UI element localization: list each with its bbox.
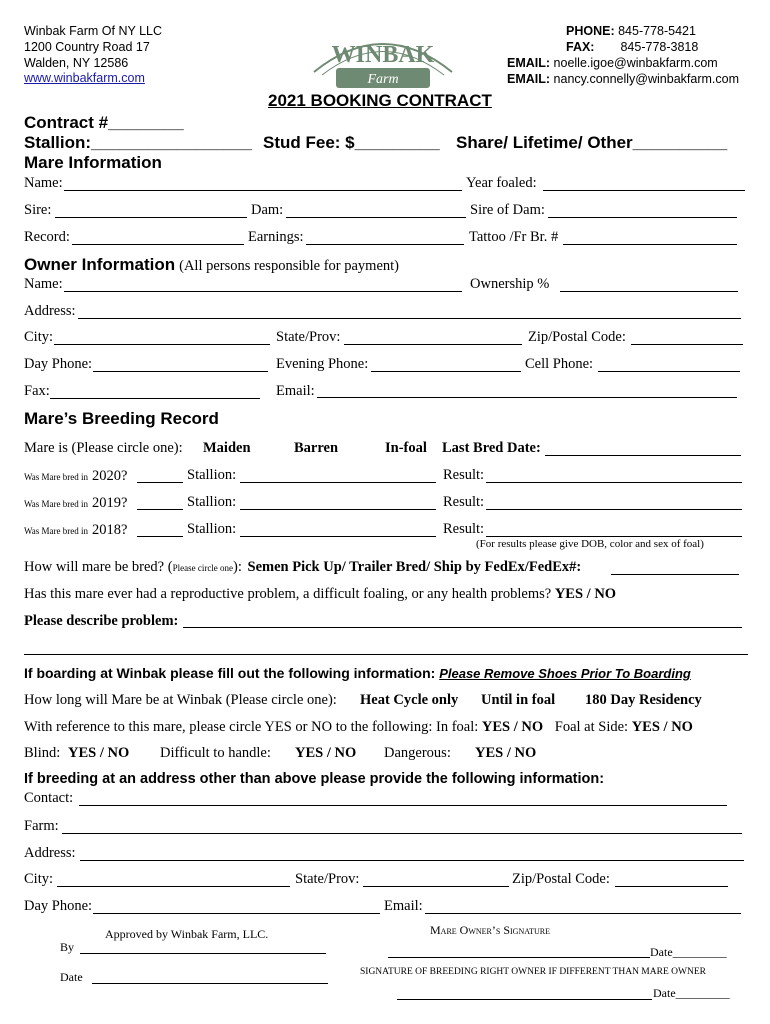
difficult-label: Difficult to handle: bbox=[160, 745, 271, 761]
owner-name-label: Name: bbox=[24, 276, 63, 292]
option-until-in-foal[interactable]: Until in foal bbox=[481, 692, 556, 708]
bred-2018-field[interactable] bbox=[137, 536, 183, 537]
result-2020-label: Result: bbox=[443, 467, 485, 483]
phone-value: 845-778-5421 bbox=[618, 24, 696, 38]
dam-field[interactable] bbox=[286, 217, 466, 218]
option-heat-cycle[interactable]: Heat Cycle only bbox=[360, 692, 459, 708]
other-zip-label: Zip/Postal Code: bbox=[512, 871, 610, 887]
stallion-field[interactable]: Stallion:_________________ bbox=[24, 133, 252, 152]
fax-label: FAX: bbox=[566, 40, 595, 54]
mare-owner-signature-field[interactable] bbox=[388, 957, 650, 958]
sire-of-dam-label: Sire of Dam: bbox=[470, 202, 545, 218]
mare-name-label: Name: bbox=[24, 175, 63, 191]
evening-phone-field[interactable] bbox=[371, 371, 521, 372]
email1-label: EMAIL: bbox=[507, 56, 551, 70]
logo-text-top: WINBAK bbox=[331, 42, 435, 68]
other-email-label: Email: bbox=[384, 898, 423, 914]
option-barren[interactable]: Barren bbox=[294, 440, 339, 456]
owner-info-note: (All persons responsible for payment) bbox=[179, 258, 399, 274]
describe-problem-label: Please describe problem: bbox=[24, 613, 179, 629]
other-city-label: City: bbox=[24, 871, 54, 887]
logo-text-bottom: Farm bbox=[367, 72, 399, 87]
difficult-yes-no[interactable]: YES / NO bbox=[295, 745, 357, 761]
reference-prompt: With reference to this mare, please circle YES or NO to the following: In foal: bbox=[24, 719, 479, 735]
fedex-number-field[interactable] bbox=[611, 574, 739, 575]
dam-label: Dam: bbox=[251, 202, 284, 218]
option-180-day[interactable]: 180 Day Residency bbox=[585, 692, 702, 708]
cell-phone-label: Cell Phone: bbox=[525, 356, 594, 372]
email2-value: nancy.connelly@winbakfarm.com bbox=[553, 72, 739, 86]
breeding-owner-date[interactable]: Date_________ bbox=[653, 986, 730, 1000]
day-phone-field[interactable] bbox=[93, 371, 268, 372]
stud-fee-field[interactable]: Stud Fee: $_________ bbox=[263, 133, 440, 152]
company-website-link[interactable]: www.winbakfarm.com bbox=[24, 71, 145, 85]
owner-zip-label: Zip/Postal Code: bbox=[528, 329, 626, 345]
year-2020: 2020? bbox=[92, 468, 128, 484]
result-2019-label: Result: bbox=[443, 494, 485, 510]
bred-2019-field[interactable] bbox=[137, 509, 183, 510]
year-2019: 2019? bbox=[92, 495, 128, 511]
how-long-prompt: How long will Mare be at Winbak (Please circle one): bbox=[24, 692, 337, 708]
bred-method-options[interactable]: Semen Pick Up/ Trailer Bred/ Ship by FedEx/FedEx#: bbox=[247, 559, 582, 575]
dangerous-yes-no[interactable]: YES / NO bbox=[475, 745, 537, 761]
earnings-field[interactable] bbox=[306, 244, 464, 245]
farm-label: Farm: bbox=[24, 818, 59, 834]
email1-value: noelle.igoe@winbakfarm.com bbox=[553, 56, 718, 70]
share-lifetime-field[interactable]: Share/ Lifetime/ Other__________ bbox=[456, 133, 728, 152]
ownership-label: Ownership % bbox=[470, 276, 550, 292]
repro-yes-no[interactable]: YES / NO bbox=[554, 586, 617, 602]
repro-question: Has this mare ever had a reproductive problem, a difficult foaling, or any health problems? bbox=[24, 586, 552, 602]
other-email-field[interactable] bbox=[425, 913, 741, 914]
dangerous-label: Dangerous: bbox=[384, 745, 451, 761]
company-address-line1: 1200 Country Road 17 bbox=[24, 40, 150, 54]
approval-date-label: Date bbox=[60, 970, 83, 984]
other-day-phone-field[interactable] bbox=[93, 913, 380, 914]
remove-shoes-note: Please Remove Shoes Prior To Boarding bbox=[439, 666, 691, 681]
was-bred-prefix-2020: Was Mare bred in bbox=[24, 472, 89, 482]
in-foal-yes-no[interactable]: YES / NO bbox=[481, 719, 544, 735]
breeding-record-heading: Mare’s Breeding Record bbox=[24, 409, 219, 428]
option-in-foal[interactable]: In-foal bbox=[385, 440, 427, 456]
record-label: Record: bbox=[24, 229, 70, 245]
tattoo-label: Tattoo /Fr Br. # bbox=[469, 229, 559, 245]
approval-by-label: By bbox=[60, 940, 75, 954]
mare-owner-date[interactable]: Date_________ bbox=[650, 945, 727, 959]
stallion-2018-field[interactable] bbox=[240, 536, 436, 537]
bred-method-question-end: ): bbox=[233, 559, 242, 575]
owner-info-heading: Owner Information bbox=[24, 255, 176, 274]
stallion-2018-label: Stallion: bbox=[187, 521, 237, 537]
owner-zip-field[interactable] bbox=[631, 344, 743, 345]
email2-label: EMAIL: bbox=[507, 72, 551, 86]
stallion-2019-field[interactable] bbox=[240, 509, 436, 510]
phone-label: PHONE: bbox=[566, 24, 615, 38]
was-bred-prefix-2019: Was Mare bred in bbox=[24, 499, 89, 509]
mare-info-heading: Mare Information bbox=[24, 153, 162, 172]
result-2018-field[interactable] bbox=[486, 536, 742, 537]
stallion-2020-label: Stallion: bbox=[187, 467, 237, 483]
owner-name-field[interactable] bbox=[64, 291, 462, 292]
breeding-right-owner-label: SIGNATURE OF BREEDING RIGHT OWNER IF DIFFERENT THAN MARE OWNER bbox=[360, 967, 706, 977]
owner-state-field[interactable] bbox=[344, 344, 522, 345]
sire-field[interactable] bbox=[55, 217, 247, 218]
result-2019-field[interactable] bbox=[486, 509, 742, 510]
other-zip-field[interactable] bbox=[615, 886, 728, 887]
result-2020-field[interactable] bbox=[486, 482, 742, 483]
other-address-field[interactable] bbox=[80, 860, 744, 861]
owner-email-field[interactable] bbox=[317, 397, 737, 398]
other-state-field[interactable] bbox=[363, 886, 509, 887]
owner-state-label: State/Prov: bbox=[276, 329, 341, 345]
year-foaled-label: Year foaled: bbox=[466, 175, 537, 191]
year-foaled-field[interactable] bbox=[543, 190, 745, 191]
owner-fax-field[interactable] bbox=[50, 398, 260, 399]
other-day-phone-label: Day Phone: bbox=[24, 898, 93, 914]
cell-phone-field[interactable] bbox=[598, 371, 740, 372]
mare-is-prompt: Mare is (Please circle one): bbox=[24, 440, 183, 456]
foal-at-side-yes-no[interactable]: YES / NO bbox=[631, 719, 693, 735]
approved-by-label: Approved by Winbak Farm, LLC. bbox=[105, 927, 269, 941]
fax-value: 845-778-3818 bbox=[620, 40, 699, 54]
owner-email-label: Email: bbox=[276, 383, 315, 399]
contract-number-field[interactable]: Contract #________ bbox=[24, 113, 184, 132]
contact-label: Contact: bbox=[24, 790, 74, 806]
describe-problem-field-2[interactable] bbox=[24, 654, 748, 655]
last-bred-date-label: Last Bred Date: bbox=[442, 440, 541, 456]
other-address-label: Address: bbox=[24, 845, 76, 861]
company-name: Winbak Farm Of NY LLC bbox=[24, 24, 163, 38]
evening-phone-label: Evening Phone: bbox=[276, 356, 369, 372]
was-bred-prefix-2018: Was Mare bred in bbox=[24, 526, 89, 536]
farm-field[interactable] bbox=[62, 833, 742, 834]
contact-field[interactable] bbox=[79, 805, 727, 806]
boarding-heading: If boarding at Winbak please fill out the following information: bbox=[24, 665, 436, 681]
tattoo-field[interactable] bbox=[563, 244, 737, 245]
foal-at-side-label: Foal at Side: bbox=[554, 719, 629, 735]
owner-city-field[interactable] bbox=[54, 344, 270, 345]
other-city-field[interactable] bbox=[57, 886, 290, 887]
record-field[interactable] bbox=[72, 244, 244, 245]
owner-fax-label: Fax: bbox=[24, 383, 50, 399]
earnings-label: Earnings: bbox=[248, 229, 304, 245]
breeding-owner-signature-field[interactable] bbox=[397, 999, 652, 1000]
mare-name-field[interactable] bbox=[64, 190, 462, 191]
owner-address-label: Address: bbox=[24, 303, 76, 319]
company-address-line2: Walden, NY 12586 bbox=[24, 56, 129, 70]
sire-label: Sire: bbox=[24, 202, 52, 218]
ownership-field[interactable] bbox=[560, 291, 738, 292]
bred-method-circle-note: Please circle one bbox=[172, 563, 234, 573]
owner-city-label: City: bbox=[24, 329, 54, 345]
mare-owner-signature-label: Mare Owner’s Signature bbox=[430, 923, 551, 937]
stallion-2020-field[interactable] bbox=[240, 482, 436, 483]
approval-by-field[interactable] bbox=[80, 953, 326, 954]
sire-of-dam-field[interactable] bbox=[548, 217, 737, 218]
blind-yes-no[interactable]: YES / NO bbox=[68, 745, 130, 761]
other-state-label: State/Prov: bbox=[295, 871, 360, 887]
last-bred-date-field[interactable] bbox=[545, 455, 741, 456]
stallion-2019-label: Stallion: bbox=[187, 494, 237, 510]
owner-address-field[interactable] bbox=[78, 318, 741, 319]
bred-2020-field[interactable] bbox=[137, 482, 183, 483]
page-title: 2021 BOOKING CONTRACT bbox=[268, 91, 492, 110]
approval-date-field[interactable] bbox=[92, 983, 328, 984]
winbak-logo-graphic bbox=[308, 28, 458, 94]
blind-label: Blind: bbox=[24, 745, 61, 761]
describe-problem-field[interactable] bbox=[183, 627, 742, 628]
bred-method-question: How will mare be bred? ( bbox=[24, 559, 173, 575]
winbak-logo bbox=[308, 28, 458, 94]
other-address-heading: If breeding at an address other than above please provide the following information: bbox=[24, 771, 605, 787]
results-note: (For results please give DOB, color and sex of foal) bbox=[476, 538, 704, 550]
result-2018-label: Result: bbox=[443, 521, 485, 537]
year-2018: 2018? bbox=[92, 522, 128, 538]
day-phone-label: Day Phone: bbox=[24, 356, 93, 372]
option-maiden[interactable]: Maiden bbox=[203, 440, 251, 456]
